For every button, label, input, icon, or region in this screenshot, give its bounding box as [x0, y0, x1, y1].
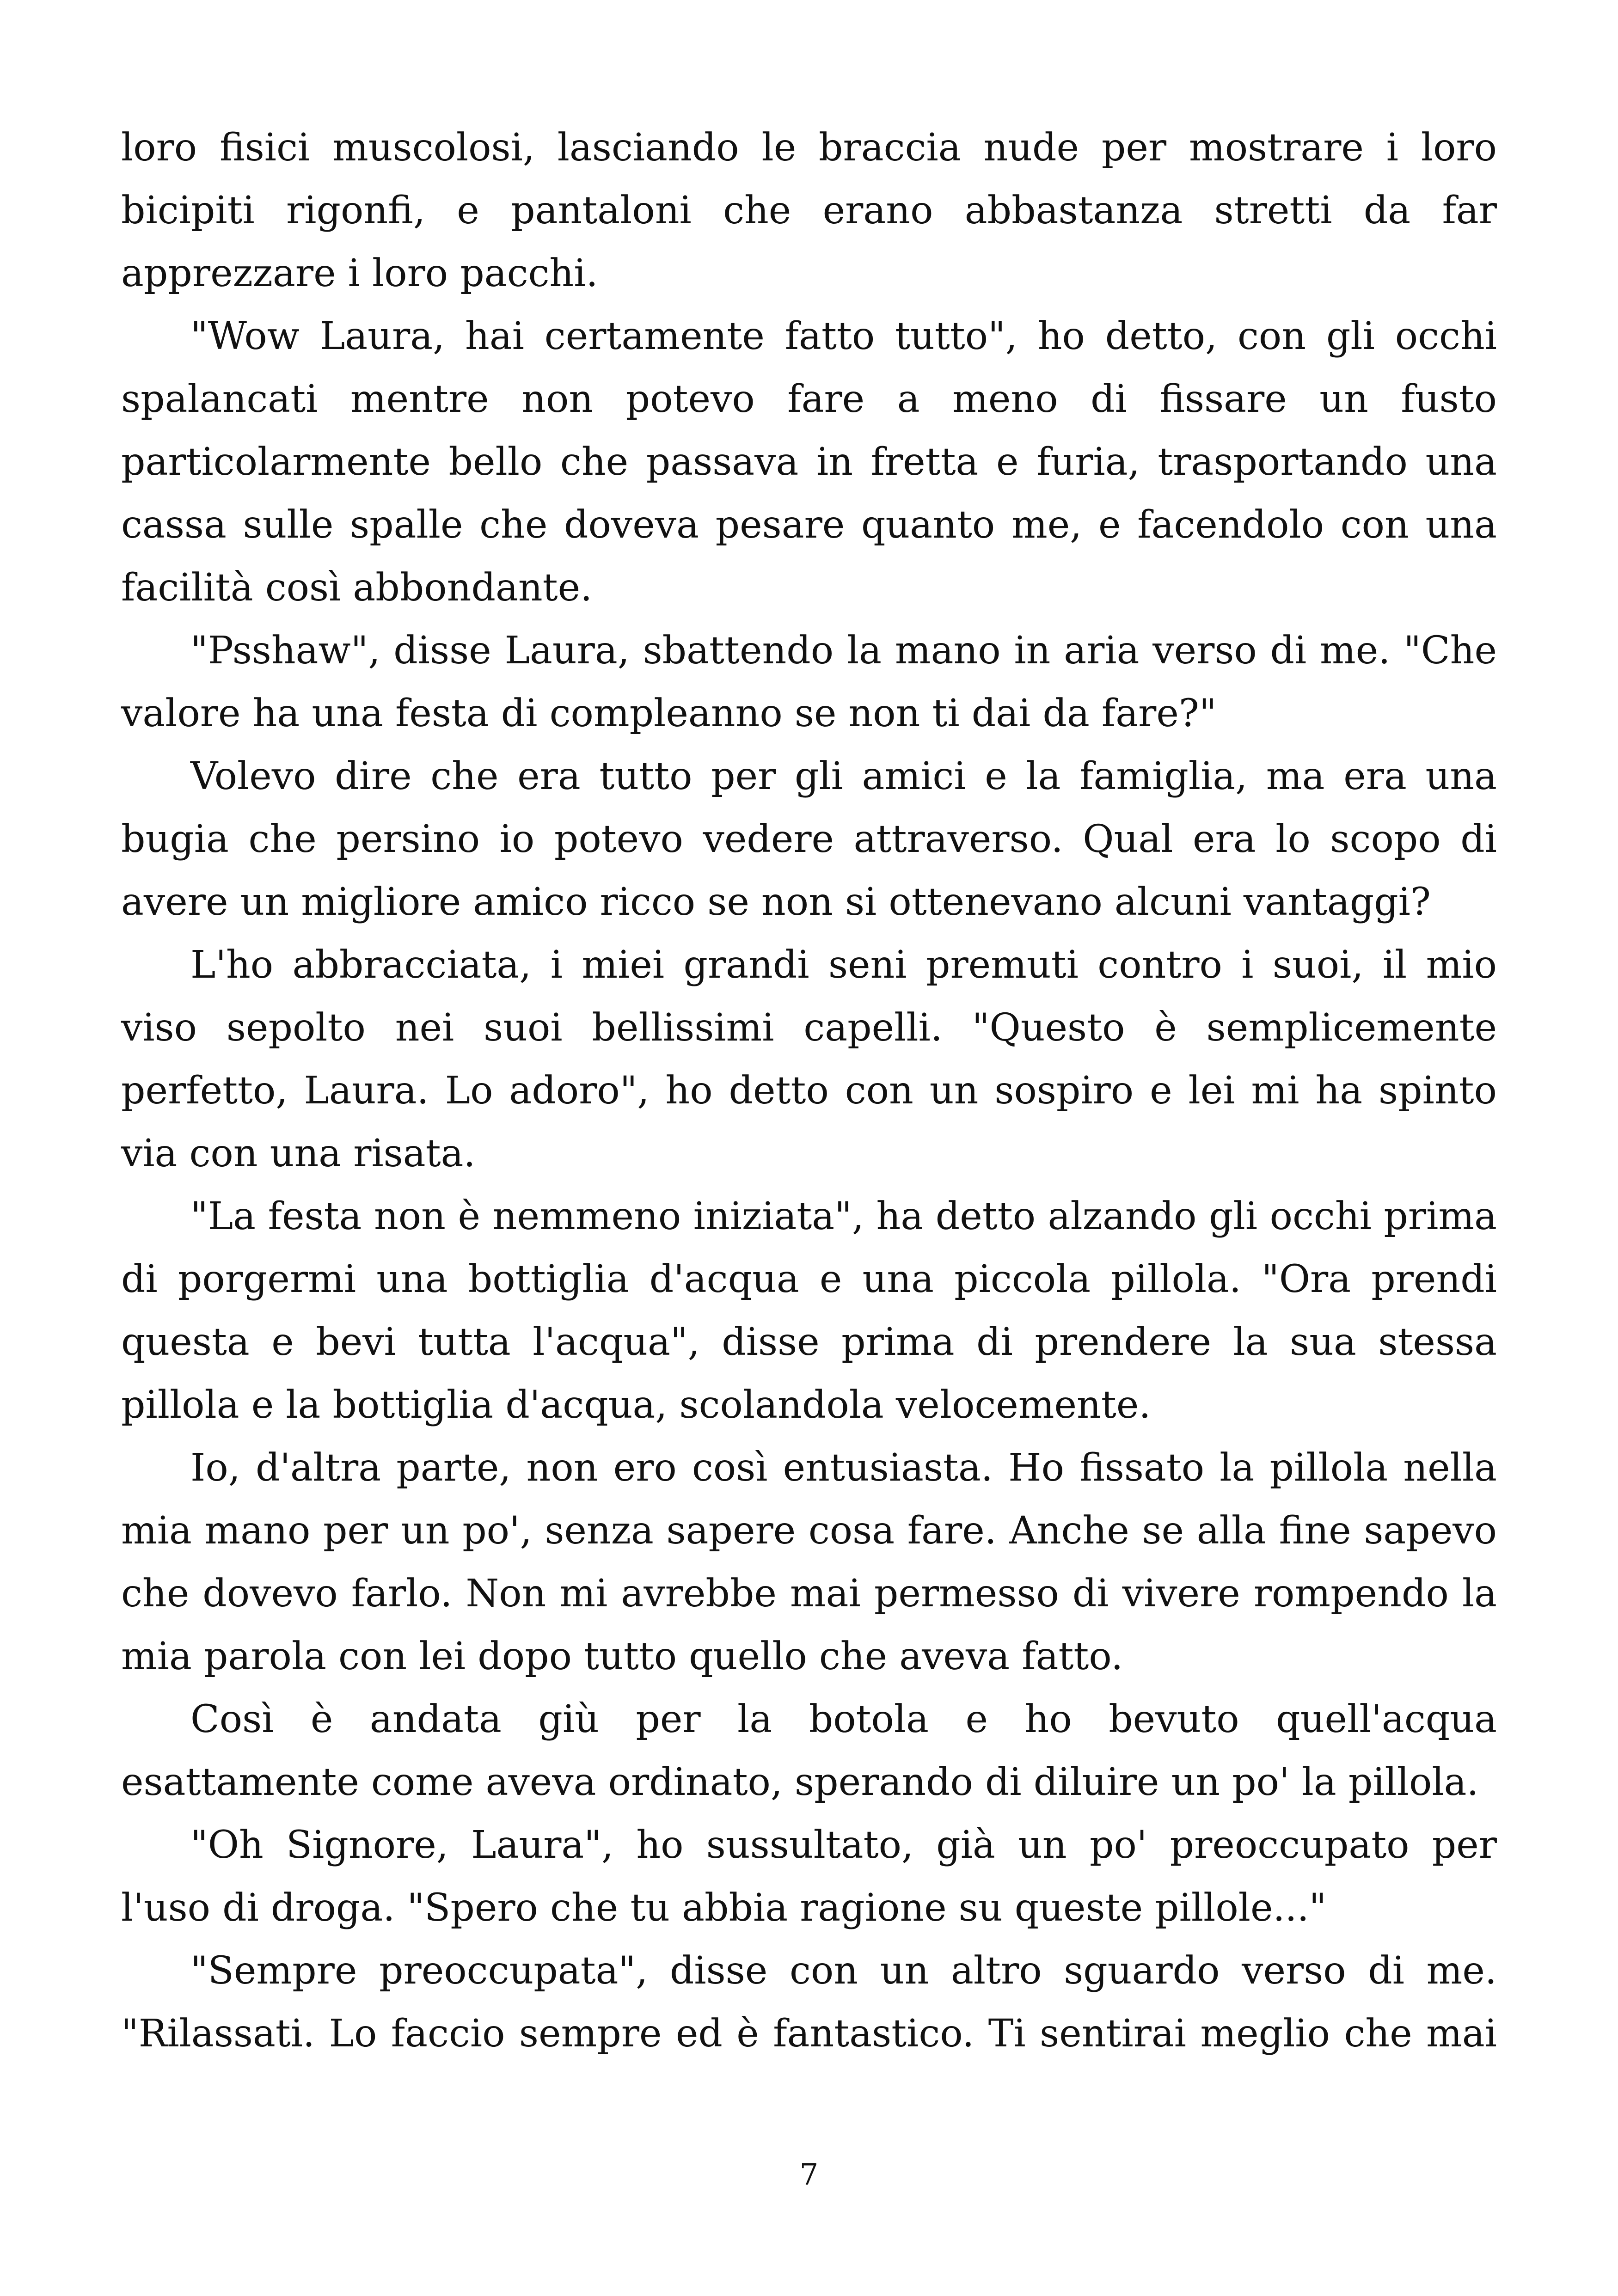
paragraph: Volevo dire che era tutto per gli amici e la famiglia, ma era una bugia che persino io potevo vedere attraverso. Qual era lo scopo di avere un migliore amico ricco se non si ottenevano alcuni vantaggi? — [121, 754, 1497, 924]
paragraph: loro fisici muscolosi, lasciando le braccia nude per mostrare i loro bicipiti rigonfi, e pantaloni che erano abbastanza stretti da far apprezzare i loro pacchi. — [121, 126, 1497, 295]
paragraph: "Oh Signore, Laura", ho sussultato, già un po' preoccupato per l'uso di droga. "Spero che tu abbia ragione su queste pillole..." — [121, 1823, 1497, 1930]
body-text — [121, 116, 1497, 2065]
paragraph: Così è andata giù per la botola e ho bevuto quell'acqua esattamente come aveva ordinato, sperando di diluire un po' la pillola. — [121, 1697, 1497, 1804]
paragraph: L'ho abbracciata, i miei grandi seni premuti contro i suoi, il mio viso sepolto nei suoi bellissimi capelli. "Questo è semplicemente perfetto, Laura. Lo adoro", ho detto con un sospiro e lei mi ha spinto via con una risata. — [121, 943, 1497, 1176]
paragraph: "Psshaw", disse Laura, sbattendo la mano in aria verso di me. "Che valore ha una festa di compleanno se non ti dai da fare?" — [121, 629, 1497, 735]
paragraph: "La festa non è nemmeno iniziata", ha detto alzando gli occhi prima di porgermi una bottiglia d'acqua e una piccola pillola. "Ora prendi questa e bevi tutta l'acqua", disse prima di prendere la sua stessa pillola e la bottiglia d'acqua, scolandola velocemente. — [121, 1194, 1497, 1427]
paragraph-last: "Sempre preoccupata", disse con un altro sguardo verso di me. "Rilassati. Lo faccio sempre ed è fantastico. Ti sentirai meglio che mai — [121, 1949, 1497, 2056]
paragraph: Io, d'altra parte, non ero così entusiasta. Ho fissato la pillola nella mia mano per un po', senza sapere cosa fare. Anche se alla fine sapevo che dovevo farlo. Non mi avrebbe mai permesso di vivere rompendo la mia parola con lei dopo tutto quello che aveva fatto. — [121, 1446, 1497, 1678]
page-number: 7 — [799, 2158, 819, 2192]
paragraph: "Wow Laura, hai certamente fatto tutto", ho detto, con gli occhi spalancati mentre non potevo fare a meno di fissare un fusto particolarmente bello che passava in fretta e furia, trasportando una cassa sulle spalle che doveva pesare quanto me, e facendolo con una facilità così abbondante. — [121, 314, 1497, 610]
